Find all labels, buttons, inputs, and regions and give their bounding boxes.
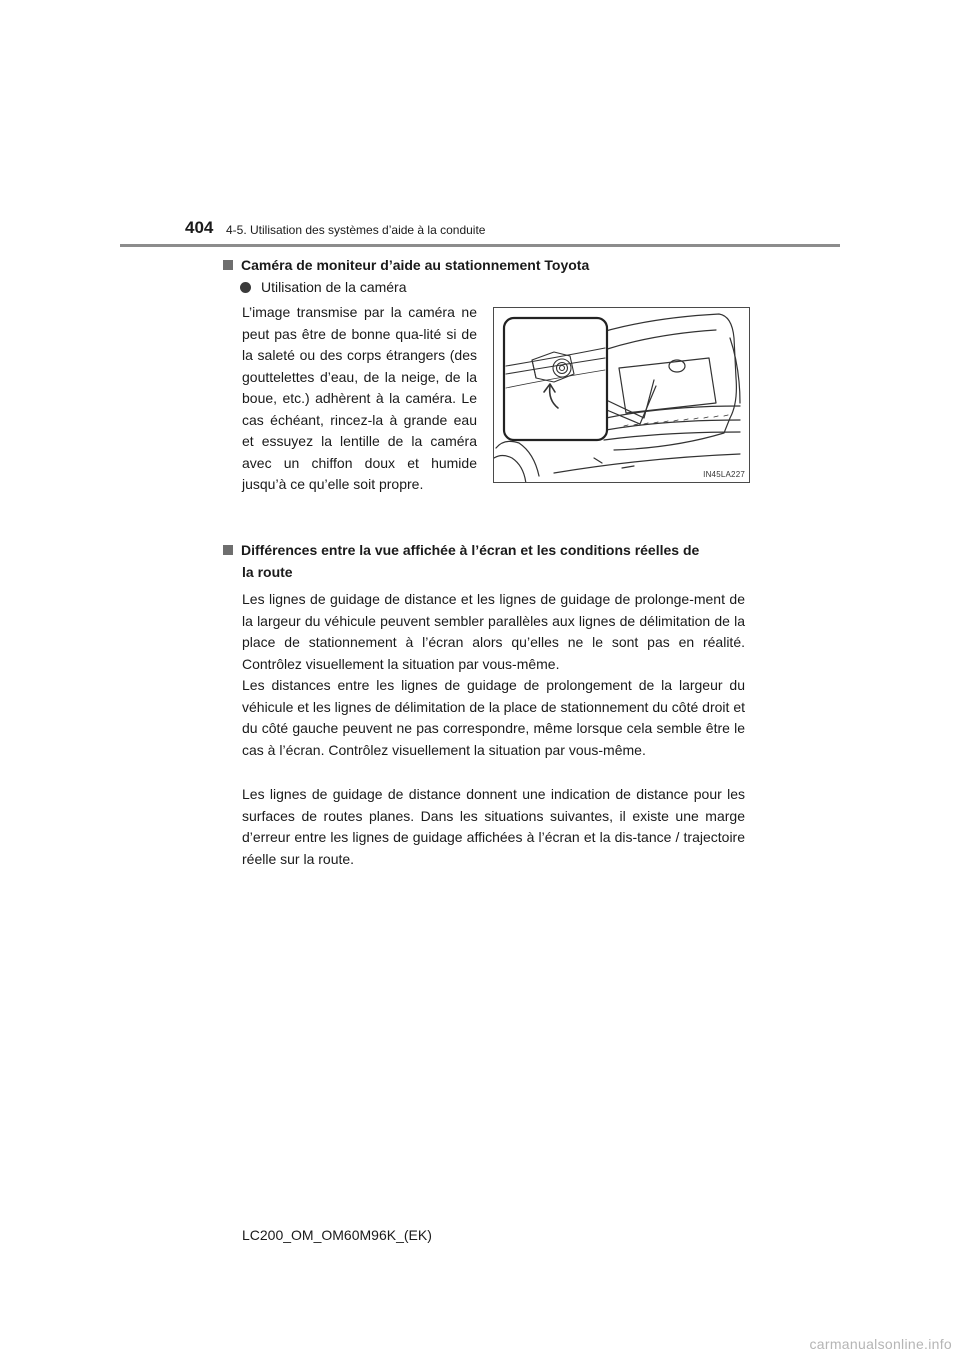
page-number: 404 bbox=[185, 218, 214, 237]
camera-figure bbox=[493, 307, 750, 483]
header-rule bbox=[120, 244, 840, 247]
running-head: 4-5. Utilisation des systèmes d’aide à la conduite bbox=[226, 223, 486, 237]
paragraph-3: Les lignes de guidage de distance donnent une indication de distance pour les surfaces de routes planes. Dans les situations suivantes, il existe une marge d’erreur entre les lignes de guidage affichées à l’écran et la dis-tance / trajectoire réelle sur la route. bbox=[242, 786, 745, 867]
rear-camera-illustration bbox=[494, 308, 750, 483]
section-heading-camera bbox=[223, 254, 748, 276]
square-marker-icon bbox=[223, 260, 233, 270]
watermark[interactable]: carmanualsonline.info bbox=[809, 1336, 952, 1352]
section-heading-text: Différences entre la vue affichée à l’écran et les conditions réelles de bbox=[241, 542, 700, 558]
figure-code: IN45LA227 bbox=[703, 470, 745, 479]
paragraph-2: Les distances entre les lignes de guidage de prolongement de la largeur du véhicule et les lignes de délimitation de la place de stationnement du côté droit et du côté gauche peuvent ne pas correspondre, même lorsque cela semble être le cas à l’écran. Contrôlez visuellement la situation par vous-même. bbox=[242, 677, 745, 758]
camera-cleaning-paragraph: L’image transmise par la caméra ne peut pas être de bonne qua-lité si de la saleté ou des corps étrangers (des gouttelettes d’eau, de la neige, de la boue, etc.) adhèrent à la caméra. Le cas échéant, rincez-la à grande eau et essuyez la lentille de la caméra avec un chiffon doux et humide jusqu’à ce qu’elle soit propre. bbox=[242, 304, 477, 492]
square-marker-icon bbox=[223, 545, 233, 555]
section-heading-differences bbox=[223, 539, 748, 583]
bullet-text: Utilisation de la caméra bbox=[261, 279, 407, 295]
bullet-dot-icon bbox=[240, 282, 251, 293]
section-heading-text-cont: la route bbox=[242, 564, 293, 580]
footer-doc-code: LC200_OM_OM60M96K_(EK) bbox=[242, 1227, 432, 1243]
paragraph-1: Les lignes de guidage de distance et les lignes de guidage de prolonge-ment de la largeur du véhicule peuvent sembler parallèles aux lignes de délimitation de la place de stationnement à l’écran alors qu’elles ne le sont pas en réalité. Contrôlez visuellement la situation par vous-même. bbox=[242, 591, 745, 672]
section-heading-text: Caméra de moniteur d’aide au stationnement Toyota bbox=[241, 257, 590, 273]
bullet-item bbox=[240, 276, 407, 298]
